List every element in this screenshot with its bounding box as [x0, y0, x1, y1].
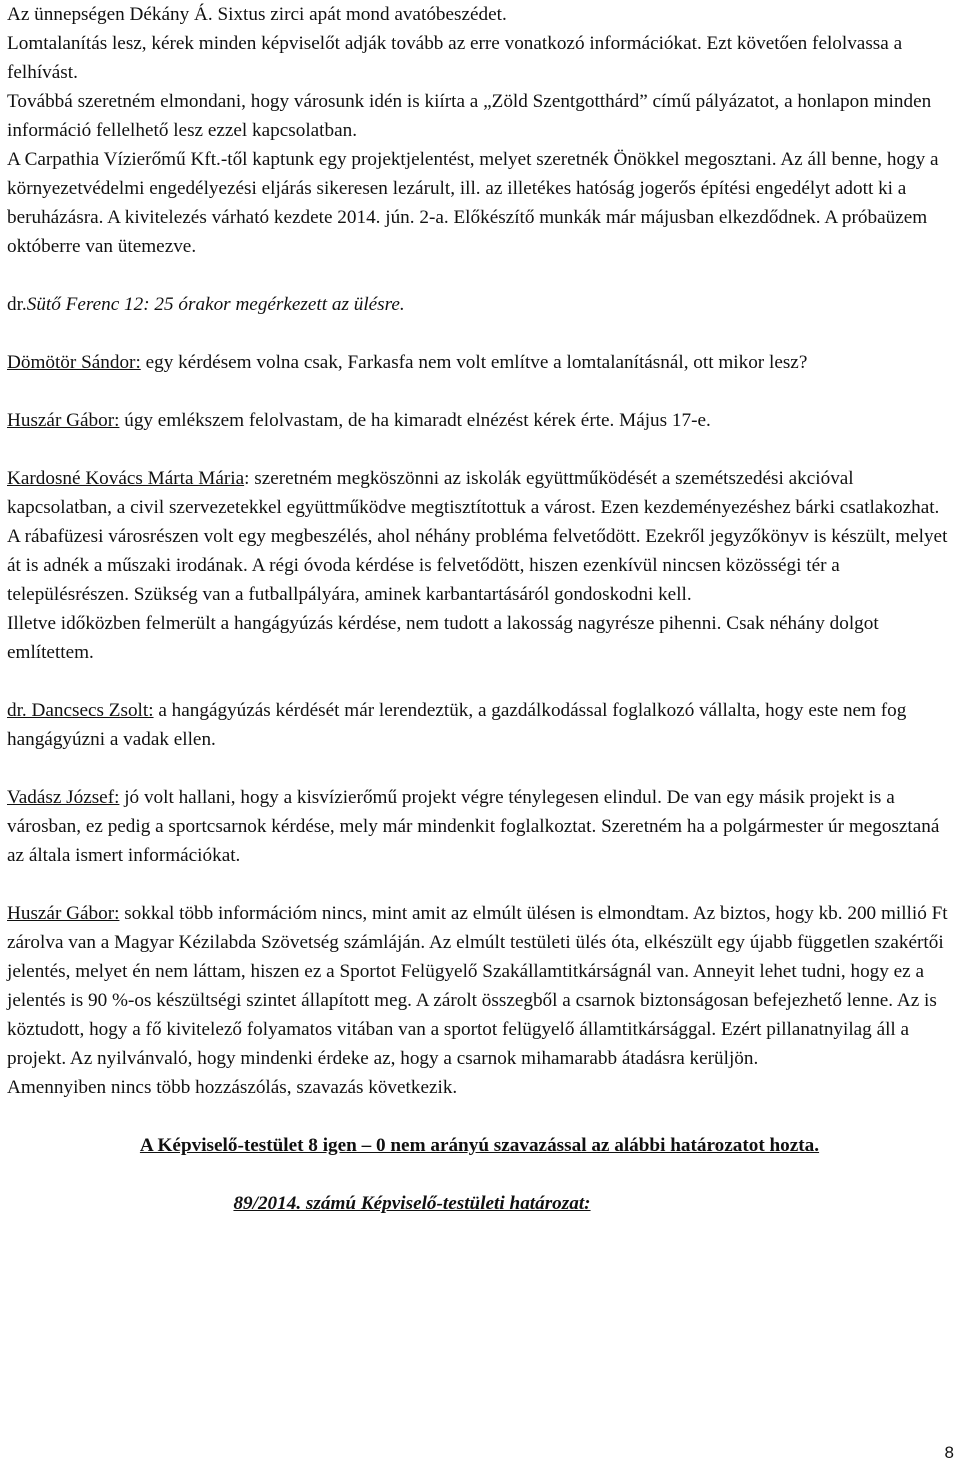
speaker-name: Kardosné Kovács Márta Mária	[7, 468, 245, 489]
statement-text: szeretném megköszönni az iskolák együttműködését a szemétszedési akcióval kapcsolatban, a civil szervezetekkel együttműködve megtisztítottuk a várost. Ezen kezdeményezéshez bárki csatlakozhat.	[7, 468, 940, 518]
speaker-colon: :	[244, 468, 250, 489]
speaker-name: Vadász József:	[7, 787, 120, 808]
speaker-name: Dömötör Sándor:	[7, 352, 141, 373]
speaker-name: Huszár Gábor:	[7, 410, 120, 431]
arrival-prefix: dr.	[7, 294, 27, 315]
statement	[7, 406, 952, 435]
page-number: 8	[944, 1443, 954, 1462]
arrival-note	[7, 290, 952, 319]
vote-result: A Képviselő-testület 8 igen – 0 nem arányú szavazással az alábbi határozatot hozta.	[139, 1135, 820, 1156]
statement-continuation: Amennyiben nincs több hozzászólás, szavazás következik.	[7, 1077, 458, 1098]
paragraph: Továbbá szeretném elmondani, hogy városunk idén is kiírta a „Zöld Szentgotthárd” című pályázatot, a honlapon minden információ fellelhető lesz ezzel kapcsolatban.	[7, 91, 932, 141]
statement-text: a hangágyúzás kérdését már lerendeztük, a gazdálkodással foglalkozó vállalta, hogy este nem fog hangágyúzni a vadak ellen.	[7, 700, 907, 750]
statement	[7, 783, 952, 870]
document-page	[7, 0, 952, 1218]
statement-text: egy kérdésem volna csak, Farkasfa nem volt említve a lomtalanításnál, ott mikor lesz?	[145, 352, 808, 373]
statement-continuation: Illetve időközben felmerült a hangágyúzás kérdése, nem tudott a lakosság nagyrésze pihenni. Csak néhány dolgot említettem.	[7, 613, 879, 663]
paragraph: Lomtalanítás lesz, kérek minden képviselőt adják tovább az erre vonatkozó információkat. Ezt követően felolvassa a felhívást.	[7, 33, 903, 83]
statement-text: úgy emlékszem felolvastam, de ha kimaradt elnézést kérek érte. Május 17-e.	[124, 410, 711, 431]
statement	[7, 464, 952, 522]
paragraph: Az ünnepségen Dékány Á. Sixtus zirci apát mond avatóbeszédet.	[7, 4, 507, 25]
resolution-title: 89/2014. számú Képviselő-testületi határozat:	[233, 1193, 591, 1214]
statement	[7, 348, 952, 377]
paragraph: A Carpathia Vízierőmű Kft.-től kaptunk egy projektjelentést, melyet szeretnék Önökkel megosztani. Az áll benne, hogy a környezetvédelmi engedélyezési eljárás sikeresen lezárult, ill. az illetékes hatóság jogerős építési engedélyt adott ki a beruházásra. A kivitelezés várható kezdete 2014. jún. 2-a. Előkészítő munkák már májusban elkezdődnek. A próbaüzem októberre van ütemezve.	[7, 149, 939, 257]
statement-text: sokkal több információm nincs, mint amit az elmúlt ülésen is elmondtam. Az biztos, hogy kb. 200 millió Ft zárolva van a Magyar Kézilabda Szövetség számláján. Az elmúlt testületi ülés óta, elkészült egy újabb független szakértői jelentés, melyet én nem láttam, hiszen ez a Sportot Felügyelő Szakállamtitkárságnál van. Anneyit lehet tudni, hogy ez a jelentés is 90 %-os készültségi szintet állapított meg. A zárolt összegből a csarnok biztonságosan befejezhető lenne. Az is köztudott, hogy a fő kivitelező folyamatos vitában van a sportot felügyelő államtitkársággal. Ezért pillanatnyilag áll a projekt. Az nyilvánvaló, hogy mindenki érdeke az, hogy a csarnok mihamarabb átadásra kerüljön.	[7, 903, 948, 1069]
statement	[7, 696, 952, 754]
statement-continuation: A rábafüzesi városrészen volt egy megbeszélés, ahol néhány probléma felvetődött. Ezekről jegyzőkönyv is készült, melyet át is adnék a műszaki irodának. A régi óvoda kérdése is felvetődött, hiszen ezenkívül nincsen közösségi tér a településrészen. Szükség van a futballpályára, aminek karbantartásáról gondoskodni kell.	[7, 526, 948, 605]
arrival-text: Sütő Ferenc 12: 25 órakor megérkezett az ülésre.	[26, 294, 405, 315]
statement	[7, 899, 952, 1073]
speaker-name: Huszár Gábor:	[7, 903, 120, 924]
speaker-name: dr. Dancsecs Zsolt:	[7, 700, 154, 721]
statement-text: jó volt hallani, hogy a kisvízierőmű projekt végre ténylegesen elindul. De van egy másik projekt is a városban, ez pedig a sportcsarnok kérdése, mely már mindenkit foglalkoztat. Szeretném ha a polgármester úr megosztaná az általa ismert információkat.	[7, 787, 940, 866]
